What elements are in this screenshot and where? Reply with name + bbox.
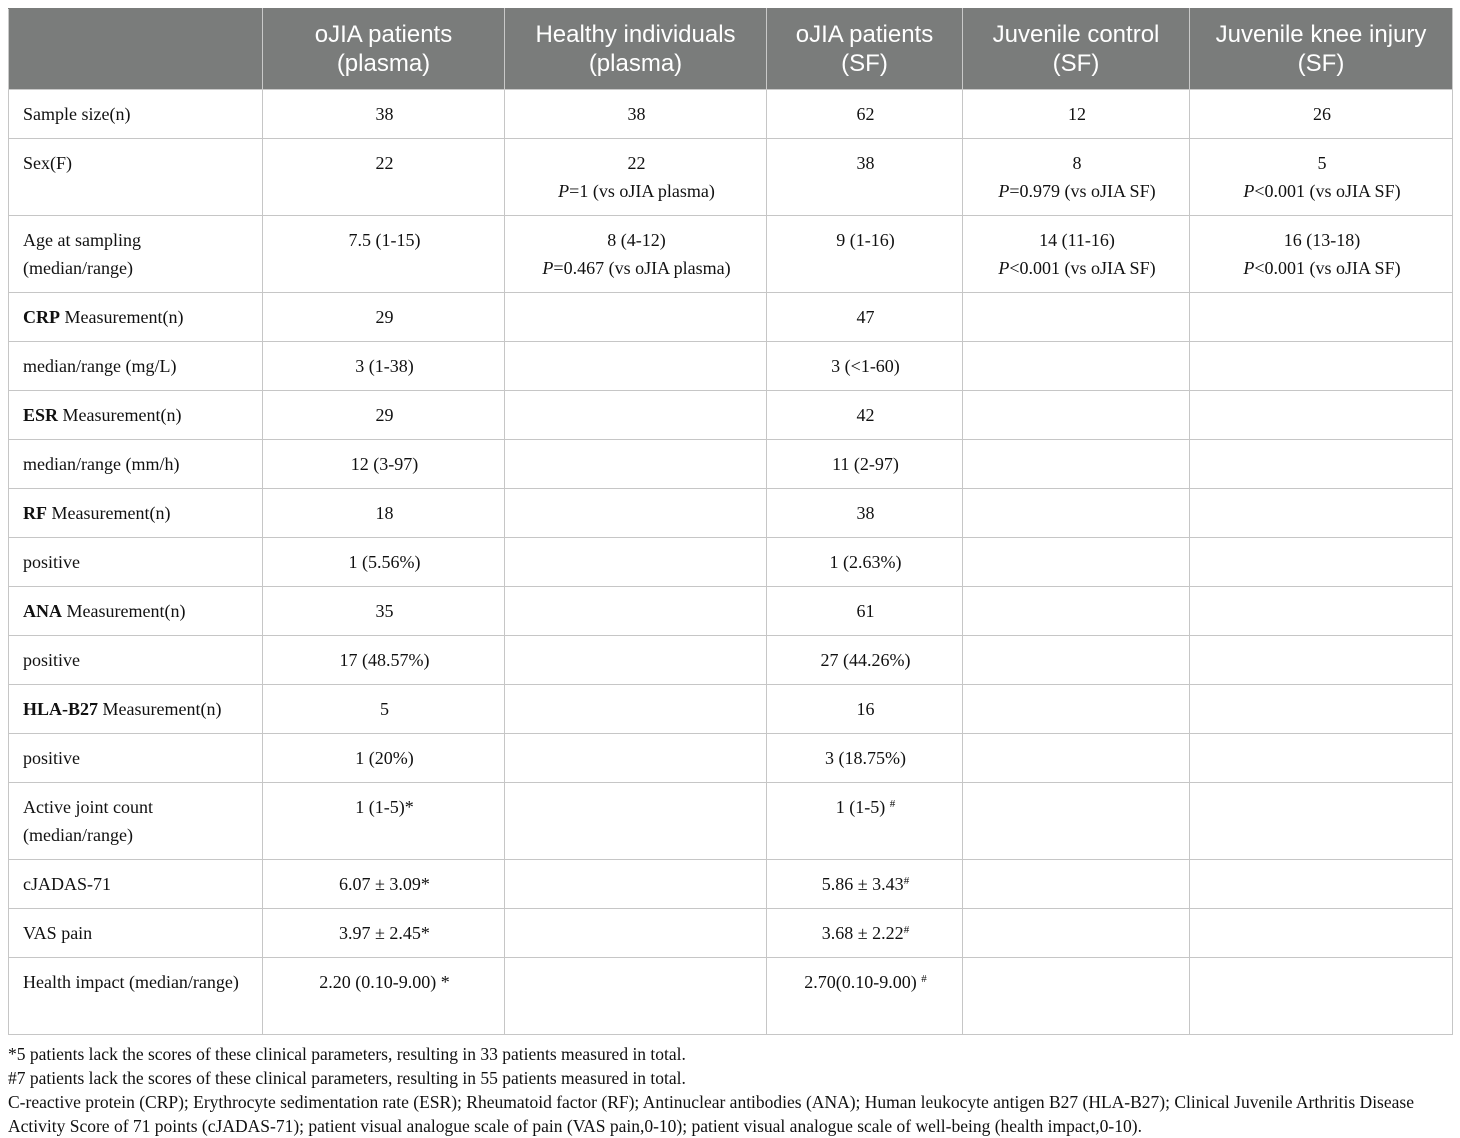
table-cell	[1190, 734, 1453, 783]
table-cell	[505, 293, 767, 342]
table-cell	[963, 958, 1190, 1035]
table-cell	[1190, 860, 1453, 909]
p-value: =1 (vs oJIA plasma)	[569, 181, 715, 201]
row-label-rest: Measurement(n)	[98, 699, 222, 719]
table-cell	[505, 440, 767, 489]
row-label: Active joint count (median/range)	[9, 783, 263, 860]
table-cell: 7.5 (1-15)	[263, 216, 505, 293]
table-cell: 9 (1-16)	[767, 216, 963, 293]
header-cell-ojia-sf: oJIA patients (SF)	[767, 9, 963, 90]
table-cell	[505, 342, 767, 391]
row-label: cJADAS-71	[9, 860, 263, 909]
table-row	[9, 216, 1453, 293]
table-row	[9, 587, 1453, 636]
table-cell	[505, 216, 767, 293]
table-cell: 3.97 ± 2.45*	[263, 909, 505, 958]
table-row	[9, 685, 1453, 734]
p-value-line	[1204, 177, 1440, 205]
table-cell: 38	[767, 139, 963, 216]
row-label: positive	[9, 636, 263, 685]
table-cell	[1190, 783, 1453, 860]
cell-value: 5	[1317, 153, 1327, 173]
footnote-marker: #	[921, 973, 927, 985]
table-cell	[505, 860, 767, 909]
table-cell	[505, 538, 767, 587]
table-cell: 29	[263, 391, 505, 440]
table-cell	[505, 636, 767, 685]
table-cell	[1190, 538, 1453, 587]
table-cell	[1190, 139, 1453, 216]
table-cell: 1 (1-5)*	[263, 783, 505, 860]
cell-value: 14 (11-16)	[1039, 230, 1115, 250]
table-cell	[1190, 685, 1453, 734]
row-label: VAS pain	[9, 909, 263, 958]
row-label-rest: Measurement(n)	[60, 307, 184, 327]
header-cell-ojia-plasma: oJIA patients (plasma)	[263, 9, 505, 90]
p-value: <0.001 (vs oJIA SF)	[1254, 258, 1401, 278]
table-row	[9, 860, 1453, 909]
p-value-line	[1204, 254, 1440, 282]
table-cell	[963, 860, 1190, 909]
table-cell: 3 (1-38)	[263, 342, 505, 391]
p-symbol: P	[998, 258, 1010, 278]
table-cell	[963, 440, 1190, 489]
table-cell	[767, 783, 963, 860]
table-cell	[1190, 293, 1453, 342]
table-cell	[1190, 489, 1453, 538]
clinical-characteristics-table	[8, 8, 1453, 1035]
table-cell: 27 (44.26%)	[767, 636, 963, 685]
table-cell	[505, 958, 767, 1035]
table-cell: 22	[263, 139, 505, 216]
table-footnotes	[8, 1042, 1452, 1138]
p-symbol: P	[558, 181, 570, 201]
table-cell	[963, 391, 1190, 440]
footnote-hash: #7 patients lack the scores of these clinical parameters, resulting in 55 patients measured in total.	[8, 1068, 686, 1088]
table-cell: 38	[505, 90, 767, 139]
footnote-marker: #	[903, 924, 910, 936]
header-cell-juvenile-control-sf: Juvenile control (SF)	[963, 9, 1190, 90]
row-label-rest: Measurement(n)	[62, 601, 186, 621]
footnote-marker: #	[889, 798, 896, 810]
row-label-rest: Measurement(n)	[58, 405, 182, 425]
cell-value: 2.70(0.10-9.00)	[804, 972, 922, 992]
table-cell: 12	[963, 90, 1190, 139]
table-cell	[963, 342, 1190, 391]
table-cell: 61	[767, 587, 963, 636]
header-cell-juvenile-knee-injury-sf: Juvenile knee injury (SF)	[1190, 9, 1453, 90]
cell-value: 16 (13-18)	[1283, 230, 1361, 250]
table-cell	[1190, 216, 1453, 293]
table-cell	[505, 139, 767, 216]
table-header-row	[9, 9, 1453, 90]
table-cell	[1190, 391, 1453, 440]
row-label-bold: ANA	[23, 601, 62, 621]
table-cell	[963, 489, 1190, 538]
table-row	[9, 909, 1453, 958]
p-value-line	[519, 177, 754, 205]
table-cell	[767, 860, 963, 909]
footnote-abbreviations: C-reactive protein (CRP); Erythrocyte sedimentation rate (ESR); Rheumatoid factor (RF); Antinuclear antibodies (ANA); Human leukocyte antigen B27 (HLA-B27); Clinical Juvenile Arthritis Disease Activity Score of 71 points (cJADAS-71); patient visual analogue scale of pain (VAS pain,0-10); patient visual analogue scale of well-being (health impact,0-10).	[8, 1092, 1414, 1136]
table-cell: 3 (18.75%)	[767, 734, 963, 783]
row-label-bold: RF	[23, 503, 47, 523]
table-cell	[505, 734, 767, 783]
row-label: median/range (mg/L)	[9, 342, 263, 391]
table-cell	[963, 636, 1190, 685]
table-cell	[505, 489, 767, 538]
p-value-line	[977, 177, 1177, 205]
table-cell	[1190, 587, 1453, 636]
p-value: =0.467 (vs oJIA plasma)	[553, 258, 731, 278]
cell-value: 1 (1-5)	[835, 797, 890, 817]
row-label-bold: CRP	[23, 307, 60, 327]
p-symbol: P	[998, 181, 1010, 201]
p-value-line	[977, 254, 1177, 282]
row-label	[9, 293, 263, 342]
table-cell	[963, 216, 1190, 293]
table-cell: 5	[263, 685, 505, 734]
table-cell: 38	[263, 90, 505, 139]
table-cell	[1190, 440, 1453, 489]
row-label-bold: ESR	[23, 405, 59, 425]
row-label: Sample size(n)	[9, 90, 263, 139]
table-cell	[963, 783, 1190, 860]
table-row	[9, 440, 1453, 489]
table-cell	[963, 909, 1190, 958]
table-row	[9, 90, 1453, 139]
table-cell	[963, 685, 1190, 734]
table-cell	[767, 958, 963, 1035]
table-row	[9, 538, 1453, 587]
table-row	[9, 636, 1453, 685]
cell-value: 3.68 ± 2.22	[821, 923, 904, 943]
table-cell: 18	[263, 489, 505, 538]
table-cell: 1 (5.56%)	[263, 538, 505, 587]
table-row	[9, 783, 1453, 860]
table-cell	[1190, 958, 1453, 1035]
table-cell	[963, 587, 1190, 636]
table-cell: 42	[767, 391, 963, 440]
row-label-bold: HLA-B27	[23, 699, 99, 719]
cell-value: 5.86 ± 3.43	[821, 874, 904, 894]
row-label: Health impact (median/range)	[9, 958, 263, 1035]
clinical-characteristics-table-container	[8, 8, 1452, 1138]
footnote-marker: #	[903, 875, 910, 887]
row-label: positive	[9, 734, 263, 783]
table-cell: 1 (2.63%)	[767, 538, 963, 587]
table-row	[9, 391, 1453, 440]
p-value: <0.001 (vs oJIA SF)	[1009, 258, 1156, 278]
table-cell: 35	[263, 587, 505, 636]
row-label: Age at sampling (median/range)	[9, 216, 263, 293]
table-cell: 26	[1190, 90, 1453, 139]
table-cell	[505, 783, 767, 860]
table-cell: 62	[767, 90, 963, 139]
table-row	[9, 139, 1453, 216]
table-row	[9, 958, 1453, 1035]
table-cell	[767, 909, 963, 958]
table-cell	[963, 734, 1190, 783]
row-label	[9, 391, 263, 440]
table-row	[9, 293, 1453, 342]
table-cell	[505, 391, 767, 440]
row-label	[9, 587, 263, 636]
table-cell	[505, 909, 767, 958]
table-cell: 2.20 (0.10-9.00) *	[263, 958, 505, 1035]
table-row	[9, 342, 1453, 391]
table-row	[9, 489, 1453, 538]
table-cell: 1 (20%)	[263, 734, 505, 783]
row-label: positive	[9, 538, 263, 587]
table-cell: 11 (2-97)	[767, 440, 963, 489]
table-cell	[1190, 342, 1453, 391]
p-value: =0.979 (vs oJIA SF)	[1009, 181, 1156, 201]
table-cell	[1190, 636, 1453, 685]
p-symbol: P	[1243, 258, 1255, 278]
table-cell	[963, 293, 1190, 342]
table-cell: 38	[767, 489, 963, 538]
table-cell	[505, 587, 767, 636]
header-cell-empty	[9, 9, 263, 90]
table-cell: 47	[767, 293, 963, 342]
footnote-asterisk: *5 patients lack the scores of these clinical parameters, resulting in 33 patients measured in total.	[8, 1044, 686, 1064]
table-cell	[505, 685, 767, 734]
table-cell: 3 (<1-60)	[767, 342, 963, 391]
cell-value: 8	[1072, 153, 1082, 173]
cell-value: 8 (4-12)	[607, 230, 666, 250]
row-label: median/range (mm/h)	[9, 440, 263, 489]
table-row	[9, 734, 1453, 783]
p-symbol: P	[542, 258, 554, 278]
table-cell: 17 (48.57%)	[263, 636, 505, 685]
row-label	[9, 489, 263, 538]
p-value-line	[519, 254, 754, 282]
p-symbol: P	[1243, 181, 1255, 201]
table-cell: 6.07 ± 3.09*	[263, 860, 505, 909]
table-cell: 12 (3-97)	[263, 440, 505, 489]
table-cell	[963, 139, 1190, 216]
row-label	[9, 685, 263, 734]
table-cell: 16	[767, 685, 963, 734]
table-cell	[1190, 909, 1453, 958]
table-cell: 29	[263, 293, 505, 342]
header-cell-healthy-plasma: Healthy individuals (plasma)	[505, 9, 767, 90]
row-label: Sex(F)	[9, 139, 263, 216]
p-value: <0.001 (vs oJIA SF)	[1254, 181, 1401, 201]
table-cell	[963, 538, 1190, 587]
cell-value: 22	[627, 153, 646, 173]
row-label-rest: Measurement(n)	[47, 503, 171, 523]
